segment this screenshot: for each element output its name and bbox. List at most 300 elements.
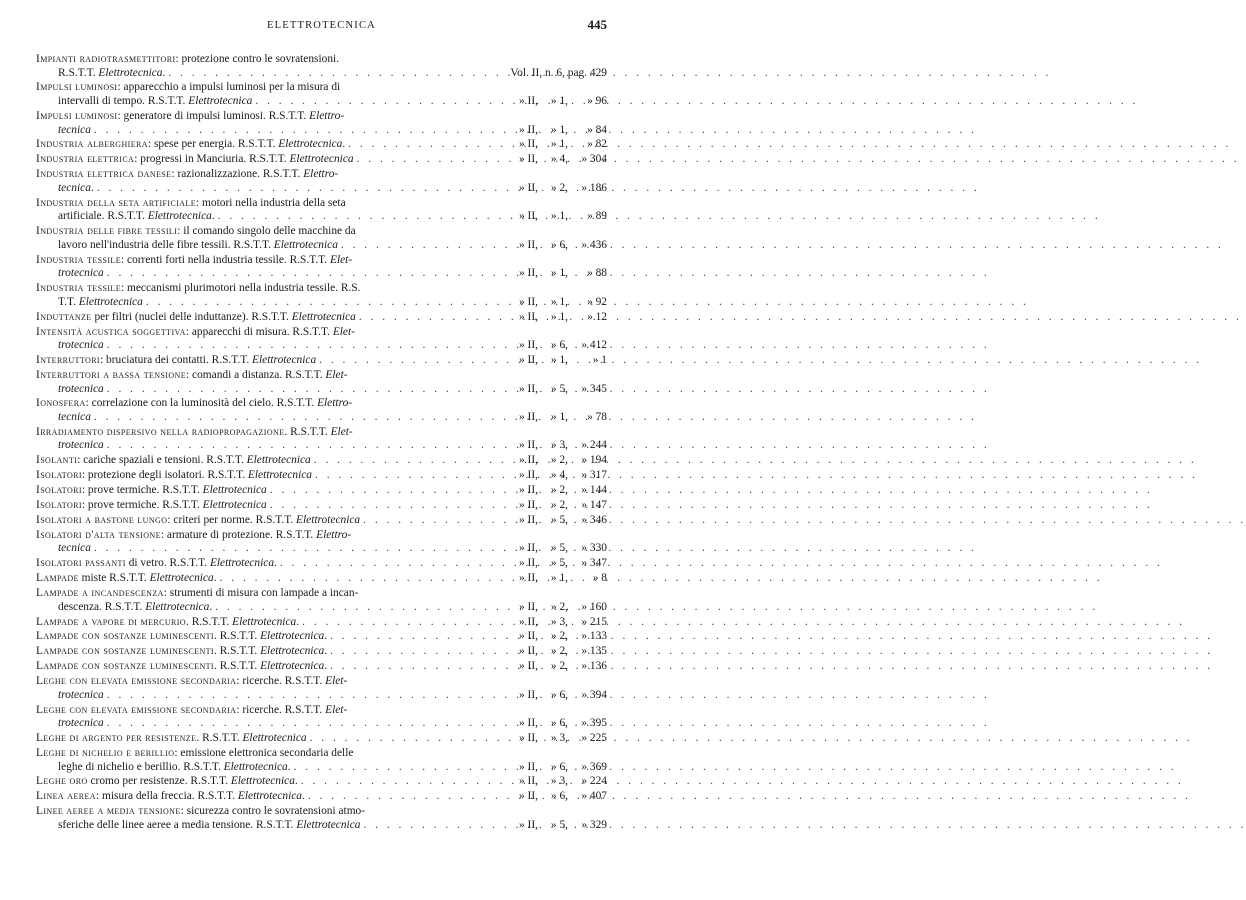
page-reference: » 317 [581,469,607,482]
entry-text [36,747,353,761]
journal-name: Elettrotecnica [237,790,303,803]
page-reference: » 133 [581,630,607,643]
entry-line [36,542,607,556]
entry-line [36,660,607,674]
entry-text [36,484,267,498]
entry-line [36,601,607,615]
entry-subject: Industria tessile [36,253,121,266]
page-reference: » 78 [587,411,607,423]
entry-text-segment: : motori nella industria della seta [196,196,346,209]
entry-text-segment: : misura della freccia. R.S.T.T. [95,790,238,803]
volume-number: » II, [519,238,538,251]
entry-line [36,110,607,124]
leader-dots [277,557,498,571]
leader-dots [327,660,498,674]
entry-text-segment: . [162,66,166,79]
leader-dots [360,819,498,833]
entry-text [36,454,311,468]
issue-number: » 1, [550,295,568,308]
volume-number: » II, [519,760,538,773]
entry-text-segment: : bruciatura dei contatti. R.S.T.T. [100,354,253,367]
volume-reference [498,469,607,483]
page-header [36,16,607,36]
entry-text-segment: . R.S.T.T. [214,645,261,658]
entry-text-segment: intervalli di tempo. R.S.T.T. [58,95,189,108]
journal-name: Elettrotecnica [230,775,295,788]
page-reference: » 1 [592,354,607,367]
index-entry [36,225,607,252]
entry-line [36,326,607,340]
entry-text-segment: leghe di nichelio e berillio. R.S.T.T. [58,760,224,773]
entry-text [36,254,352,268]
volume-number: » II, [519,95,538,108]
entry-line [36,616,607,630]
volume-reference [498,630,607,644]
journal-name: Elettrotecnica [260,660,325,673]
leader-dots [327,645,498,659]
leader-dots [91,124,498,138]
leader-dots [298,775,498,789]
journal-name: Elettro- [309,109,345,122]
journal-name: trotecnica [58,339,104,352]
entry-line [36,81,607,95]
entry-text [58,761,291,775]
volume-number: » II, [519,572,538,585]
journal-name: trotecnica [58,439,104,452]
entry-line [36,67,607,81]
entry-text-segment: di vetro. R.S.T.T. [125,557,210,570]
entry-text [36,732,307,746]
volume-number: » II, [519,411,538,423]
index-entry [36,675,607,702]
leader-dots [104,267,498,281]
volume-reference [498,645,607,659]
entry-line [36,197,607,211]
volume-number: » II, [519,542,538,555]
entry-text-segment: : apparecchi di misura. R.S.T.T. [185,325,333,338]
entry-text-segment: : progressi in Manciuria. R.S.T.T. [134,153,290,166]
issue-number: » 5, [550,382,568,395]
journal-name: Elettrotecnica [260,645,325,658]
index-entry [36,630,607,644]
entry-subject: Industria alberghiera [36,138,148,151]
entry-subject: Leghe di nichelio e berillio [36,747,175,759]
journal-name: Elettro- [303,168,339,181]
entry-text-segment: . [324,645,328,658]
journal-name: Elettrotecnica [291,310,356,323]
journal-name: tecnica [58,181,91,194]
volume-reference [498,601,607,615]
entry-subject: Impianti radiotrasmettitori [36,53,176,65]
page-reference: » 92 [587,295,607,308]
entry-line [36,311,607,325]
entry-text-segment: per filtri (nuclei delle induttanze). R.S.T.T. [91,310,292,323]
page-reference: » 407 [581,790,607,803]
journal-name: Elettrotecnica [247,469,313,482]
leader-dots [299,616,498,630]
entry-text-segment: : spese per energia. R.S.T.T. [147,138,279,151]
issue-number: » 1, [550,138,568,151]
page-reference: » 244 [581,439,607,452]
issue-number: » 2, [550,499,568,512]
leader-dots [345,138,498,152]
page-reference: » 89 [587,210,607,223]
entry-subject: Interruttori [36,354,100,367]
page-reference: » 412 [581,339,607,352]
volume-reference [498,484,607,498]
index-entry [36,514,607,528]
volume-number: » II, [519,732,538,745]
issue-number: » 1, [550,210,568,223]
volume-number: » II, [519,439,538,452]
entry-text-segment: . [211,210,215,223]
leader-dots [354,153,498,167]
index-entry [36,53,607,80]
issue-number: » 4, [550,153,568,166]
entry-line [36,95,607,109]
entry-text-segment: . [274,557,277,570]
leader-dots [104,383,498,397]
page-reference: » 144 [581,484,607,497]
volume-number: » II, [519,382,538,395]
entry-text-segment: . [209,600,213,613]
leader-dots [338,239,498,253]
entry-text-segment: . R.S.T.T. [214,630,261,643]
entry-text [36,153,354,167]
entry-text [58,95,252,109]
index-entry [36,645,607,659]
journal-name: Elet- [332,325,355,338]
entry-line [36,53,607,67]
page-reference: » 194 [581,454,607,467]
entry-line [36,138,607,152]
entry-text [58,819,360,833]
entry-line [36,182,607,196]
volume-reference [498,775,607,789]
index-entry [36,426,607,453]
volume-reference [498,95,607,109]
volume-reference [498,124,607,138]
volume-number: » II, [519,513,538,526]
page-reference: » 346 [581,513,607,526]
index-entry [36,326,607,353]
entry-line [36,239,607,253]
entry-subject: Industria elettrica danese [36,168,172,181]
issue-number: » 2, [550,645,568,658]
leader-dots [356,311,498,325]
leader-dots [162,66,504,81]
issue-number: » 5, [550,542,568,555]
index-entry [36,469,607,483]
index-entry [36,790,607,804]
entry-text [36,282,360,296]
entry-subject: Induttanze [36,310,92,323]
entry-text-segment: sferiche delle linee aeree a media tensione. R.S.T.T. [58,818,297,831]
index-entry [36,454,607,468]
index-entries [36,53,607,834]
index-entry [36,254,607,281]
volume-reference [498,411,607,425]
volume-reference [498,267,607,281]
volume-number: » II, [519,339,538,352]
index-entry [36,499,607,513]
entry-text-segment: . [294,775,298,788]
entry-subject: Lampade a vapore di mercurio [36,615,187,628]
issue-number: » 4, [550,469,568,482]
volume-number: » II, [519,688,538,701]
volume-number: » II, [519,818,538,831]
volume-number: » II, [519,123,538,136]
entry-subject: Irradiamento dispersivo nella radiopropagazione [36,425,285,438]
entry-text [36,168,338,182]
issue-number: » 1, [550,572,568,585]
page-reference: » 136 [581,660,607,673]
entry-text [36,197,346,211]
entry-text [36,557,277,571]
journal-name: Elet- [325,675,348,688]
volume-number: » II, [519,484,538,497]
entry-subject: Lampade con sostanze luminescenti [36,630,214,643]
entry-text-segment: : comandi a distanza. R.S.T.T. [186,368,326,381]
page-reference: » 224 [581,775,607,788]
volume-reference [498,689,607,703]
volume-reference [498,439,607,453]
entry-subject: Isolatori a bastone lungo [36,513,168,526]
entry-text [58,210,215,224]
volume-number: » II, [519,775,538,788]
entry-line [36,124,607,138]
issue-number: » 6, [550,339,568,352]
entry-text-segment: : protezione degli isolatori. R.S.T.T. [81,469,248,482]
leader-dots [212,601,498,615]
page-reference: » 329 [581,818,607,831]
leader-dots [311,454,498,468]
entry-line [36,254,607,268]
entry-text-segment: : generatore di impulsi luminosi. R.S.T.T. [117,109,310,122]
issue-number: » 3, [550,732,568,745]
entry-text-segment: . [324,630,328,643]
entry-line [36,689,607,703]
entry-line [36,529,607,543]
entry-text [58,689,104,703]
entry-line [36,469,607,483]
entry-line [36,790,607,804]
entry-text [36,704,347,718]
entry-line [36,717,607,731]
index-entry [36,354,607,368]
entry-subject: Impulsi luminosi [36,109,118,122]
volume-reference [498,542,607,556]
journal-name: trotecnica [58,717,104,730]
entry-text [58,296,143,310]
entry-line [36,675,607,689]
issue-number: » 1, [550,95,568,108]
entry-text [36,426,353,440]
journal-name: Elettro- [316,528,352,541]
volume-number: » II, [519,354,538,367]
entry-text [36,397,352,411]
journal-name: Elettrotecnica [98,66,163,79]
volume-number: » II, [519,295,538,308]
volume-number: » II, [519,181,538,194]
entry-subject: Isolatori [36,484,82,497]
issue-number: » 5, [550,818,568,831]
issue-number: » 1, [550,411,568,423]
entry-subject: Isolatori [36,469,82,482]
entry-text [58,542,91,556]
entry-text [58,239,338,253]
entry-text [58,182,94,196]
volume-reference [498,354,607,368]
entry-text-segment: . R.S.T.T. [186,615,233,628]
entry-text-segment: lavoro nell'industria delle fibre tessili. R.S.T.T. [58,238,274,251]
entry-text [58,339,104,353]
leader-dots [291,761,498,775]
journal-name: trotecnica [58,688,104,701]
index-entry [36,81,607,108]
journal-name: Elettrotecnica [149,572,214,585]
leader-dots [267,499,498,513]
entry-text-segment: : correnti forti nella industria tessile. R.S.T.T. [121,253,330,266]
entry-line [36,454,607,468]
entry-text [36,616,299,630]
volume-number: » II, [519,557,538,570]
entry-text [36,790,305,804]
journal-name: Elettrotecnica [209,557,275,570]
entry-text-segment: : criteri per norme. R.S.T.T. [167,513,297,526]
journal-name: Elet- [330,425,353,438]
entry-text [36,469,312,483]
leader-dots [104,439,498,453]
entry-subject: Leghe con elevata emissione secondaria [36,703,237,716]
entry-text [36,110,344,124]
entry-text-segment: . [342,138,346,151]
entry-line [36,819,607,833]
volume-number: » II, [519,717,538,730]
entry-text [36,805,365,819]
entry-text [58,601,212,615]
leader-dots [104,717,498,731]
entry-line [36,747,607,761]
issue-number: » 6, [550,688,568,701]
index-entry [36,805,607,832]
issue-number: » 6, [550,238,568,251]
journal-name: Elettrotecnica [296,513,361,526]
issue-number: » 5, [550,513,568,526]
volume-reference [498,311,607,325]
page-reference: » 436 [581,238,607,251]
volume-number: » II, [519,310,538,323]
volume-reference [498,819,607,833]
entry-subject: Isolatori passanti [36,557,126,570]
page-reference: » 135 [581,645,607,658]
volume-reference [498,239,607,253]
volume-reference [498,732,607,746]
entry-subject: Industria della seta artificiale [36,196,197,209]
issue-number: » 5, [550,557,568,570]
volume-number: » II, [519,630,538,643]
entry-line [36,732,607,746]
entry-line [36,397,607,411]
journal-name: Elettrotecnica [252,354,317,367]
entry-text-segment: . [287,760,291,773]
entry-line [36,557,607,571]
entry-subject: Lampade [36,572,79,585]
issue-number: » 2, [550,630,568,643]
volume-number: » II, [519,499,538,512]
entry-subject: Isolanti [36,454,78,467]
entry-text [36,630,327,644]
entry-text [36,499,267,513]
volume-reference [498,499,607,513]
journal-name: Elettrotecnica [273,238,338,251]
entry-subject: Leghe con elevata emissione secondaria [36,675,237,688]
journal-name: trotecnica [58,267,104,280]
entry-text-segment: : il comando singolo delle macchine da [177,225,356,238]
volume-reference [498,339,607,353]
volume-number: » II, [519,454,538,467]
issue-number: » 3, [550,775,568,788]
page-reference: » 88 [587,267,607,280]
leader-dots [94,182,498,196]
issue-number: » 1, [550,267,568,280]
entry-subject: Linea aerea [36,790,96,803]
entry-line [36,296,607,310]
entry-line [36,484,607,498]
journal-name: Elet- [325,703,348,716]
volume-reference [498,138,607,152]
journal-name: Elettrotecnica [223,760,288,773]
leader-dots [215,210,498,224]
journal-name: Elettrotecnica [289,153,354,166]
entry-line [36,225,607,239]
entry-line [36,587,607,601]
entry-text-segment: : protezione contro le sovratensioni. [175,53,340,65]
index-entry [36,168,607,195]
entry-subject: Lampade con sostanze luminescenti [36,660,214,673]
index-entry [36,153,607,167]
issue-number: » 2, [550,600,568,613]
volume-reference [498,210,607,224]
journal-name: Elet- [330,253,353,266]
entry-line [36,153,607,167]
issue-number: » 6, [550,760,568,773]
leader-dots [104,339,498,353]
entry-text-segment: . [213,572,217,585]
page-number: 445 [587,17,607,32]
entry-text-segment: miste R.S.T.T. [78,572,150,585]
entry-text-segment: . R.S.T.T. [214,660,261,673]
entry-line [36,761,607,775]
entry-text-segment: : prove termiche. R.S.T.T. [81,499,203,512]
page-reference: » 82 [587,138,607,151]
volume-reference [498,790,607,804]
entry-line [36,168,607,182]
page-reference: » 147 [581,499,607,512]
volume-number: » II, [519,600,538,613]
entry-text-segment: : apparecchio a impulsi luminosi per la misura di [117,81,341,94]
entry-text-segment: T.T. [58,295,79,308]
entry-line [36,267,607,281]
issue-number: » 6, [550,790,568,803]
entry-subject: Isolatori d'alta tensione [36,528,161,541]
page-reference: » 186 [581,181,607,194]
page-reference: » 345 [581,382,607,395]
entry-line [36,411,607,425]
page-reference: » 12 [587,310,607,323]
entry-line [36,775,607,789]
volume-reference [498,153,607,167]
